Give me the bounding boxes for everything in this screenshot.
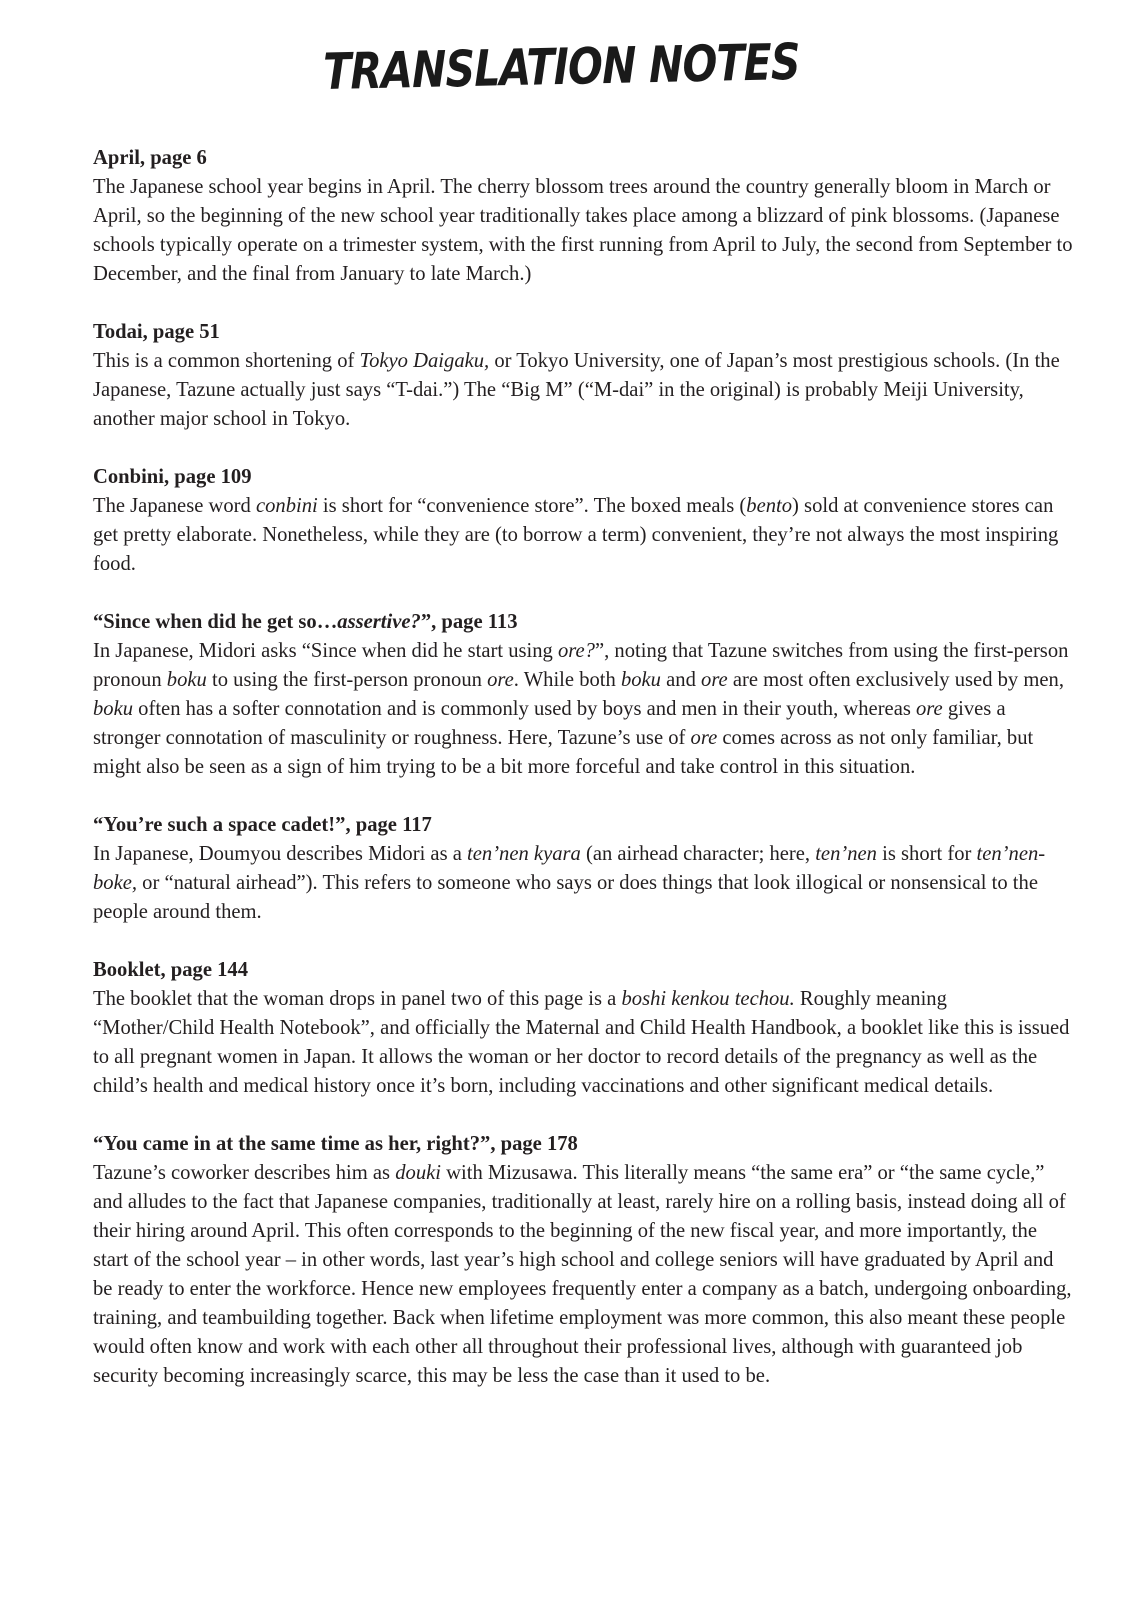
note-body bbox=[93, 985, 1073, 1101]
note-body bbox=[93, 1159, 1073, 1391]
note-italic-term: ten’nen-boke, bbox=[93, 843, 1046, 894]
note-text: Roughly meaning “Mother/Child Health Notebook”, and officially the Maternal and Child Health Handbook, a booklet like this is issued to all pregnant women in Japan. It allows the woman or her doctor to record details of the pregnancy as well as the child’s health and medical history once it’s born, including vaccinations and other significant medical details. bbox=[93, 988, 1070, 1097]
note-body bbox=[93, 347, 1073, 434]
note-italic-term: ten’nen bbox=[815, 843, 877, 865]
note-text: This is a common shortening of bbox=[93, 350, 360, 372]
note-text: or Tokyo University, one of Japan’s most prestigious schools. (In the Japanese, Tazune actually just says “T-dai.”) The “Big M” (“M-dai” in the original) is probably Meiji University, another major school in Tokyo. bbox=[93, 350, 1060, 430]
note-text: . While both bbox=[513, 669, 621, 691]
note-text: and bbox=[660, 669, 702, 691]
heading-text: “Since when did he get so… bbox=[93, 611, 338, 633]
note-italic-term: Tokyo Daigaku, bbox=[359, 350, 490, 372]
note-italic-term: boku bbox=[93, 698, 134, 720]
note-text: The Japanese word bbox=[93, 495, 256, 517]
note-body bbox=[93, 637, 1073, 782]
note-text: is short for “convenience store”. The boxed meals ( bbox=[317, 495, 747, 517]
note-assertive bbox=[93, 608, 1073, 782]
note-heading: April, page 6 bbox=[93, 147, 207, 169]
note-heading: “You came in at the same time as her, right?”, page 178 bbox=[93, 1133, 578, 1155]
note-text: gives a stronger connotation of masculinity or roughness. Here, Tazune’s use of bbox=[93, 698, 1006, 749]
note-heading: Booklet, page 144 bbox=[93, 959, 249, 981]
note-heading: Todai, page 51 bbox=[93, 321, 220, 343]
note-italic-term: ore bbox=[487, 669, 514, 691]
note-italic-term: ore? bbox=[557, 640, 595, 662]
note-same-time bbox=[93, 1130, 1073, 1391]
note-italic-term: conbini bbox=[255, 495, 318, 517]
note-text: with Mizusawa. This literally means “the same era” or “the same cycle,” and alludes to the fact that Japanese companies, traditionally at least, rarely hire on a rolling basis, instead doing all of their hiring around April. This often corresponds to the beginning of the new fiscal year, and more importantly, the start of the school year – in other words, last year’s high school and college seniors will have graduated by April and be ready to enter the workforce. Hence new employees frequently enter a company as a batch, undergoing onboarding, training, and teambuilding together. Back when lifetime employment was more common, this also meant these people would often know and work with each other all throughout their professional lives, although with guaranteed job security becoming increasingly scarce, this may be less the case than it used to be. bbox=[93, 1162, 1072, 1387]
note-italic-term: boku bbox=[620, 669, 661, 691]
note-italic-term: ore bbox=[690, 727, 718, 749]
note-italic-term: bento bbox=[746, 495, 793, 517]
note-april bbox=[93, 144, 1073, 289]
note-text: comes across as not only familiar, but might also be seen as a sign of him trying to be a bit more forceful and take control in this situation. bbox=[93, 727, 1034, 778]
note-italic-term: boshi kenkou techou. bbox=[621, 988, 795, 1010]
note-text: The booklet that the woman drops in panel two of this page is a bbox=[93, 988, 622, 1010]
note-text: or “natural airhead”). This refers to someone who says or does things that look illogical or nonsensical to the people around them. bbox=[93, 872, 1038, 923]
note-italic-term: ten’nen kyara bbox=[467, 843, 581, 865]
notes-list bbox=[93, 144, 1073, 1420]
page-title: TRANSLATION NOTES bbox=[322, 32, 800, 102]
note-text: are most often exclusively used by men, bbox=[727, 669, 1064, 691]
note-text: (an airhead character; here, bbox=[580, 843, 816, 865]
note-heading: Conbini, page 109 bbox=[93, 466, 252, 488]
heading-italic-term: assertive? bbox=[337, 611, 421, 633]
note-italic-term: ore bbox=[701, 669, 728, 691]
note-italic-term: douki bbox=[395, 1162, 441, 1184]
note-text: ”, noting that Tazune switches from using the first-person pronoun bbox=[93, 640, 1069, 691]
note-italic-term: ore bbox=[916, 698, 943, 720]
note-text: In Japanese, Midori asks “Since when did he start using bbox=[93, 640, 558, 662]
note-text: to using the first-person pronoun bbox=[206, 669, 488, 691]
note-text: ) sold at convenience stores can get pretty elaborate. Nonetheless, while they are (to borrow a term) convenient, they’re not always the most inspiring food. bbox=[93, 495, 1059, 575]
note-booklet bbox=[93, 956, 1073, 1101]
note-todai bbox=[93, 318, 1073, 434]
note-text: In Japanese, Doumyou describes Midori as a bbox=[93, 843, 468, 865]
note-text: Tazune’s coworker describes him as bbox=[93, 1162, 396, 1184]
note-text: is short for bbox=[876, 843, 977, 865]
heading-text: ”, page 113 bbox=[420, 611, 518, 633]
note-space-cadet bbox=[93, 811, 1073, 927]
note-body bbox=[93, 492, 1073, 579]
note-heading: “You’re such a space cadet!”, page 117 bbox=[93, 814, 432, 836]
note-heading bbox=[93, 608, 1073, 637]
note-conbini bbox=[93, 463, 1073, 579]
note-italic-term: boku bbox=[166, 669, 207, 691]
note-body bbox=[93, 173, 1073, 289]
note-text: The Japanese school year begins in April. The cherry blossom trees around the country generally bloom in March or April, so the beginning of the new school year traditionally takes place among a blizzard of pink blossoms. (Japanese schools typically operate on a trimester system, with the first running from April to July, the second from September to December, and the final from January to late March.) bbox=[93, 176, 1073, 285]
note-text: often has a softer connotation and is commonly used by boys and men in their youth, whereas bbox=[133, 698, 916, 720]
note-body bbox=[93, 840, 1073, 927]
